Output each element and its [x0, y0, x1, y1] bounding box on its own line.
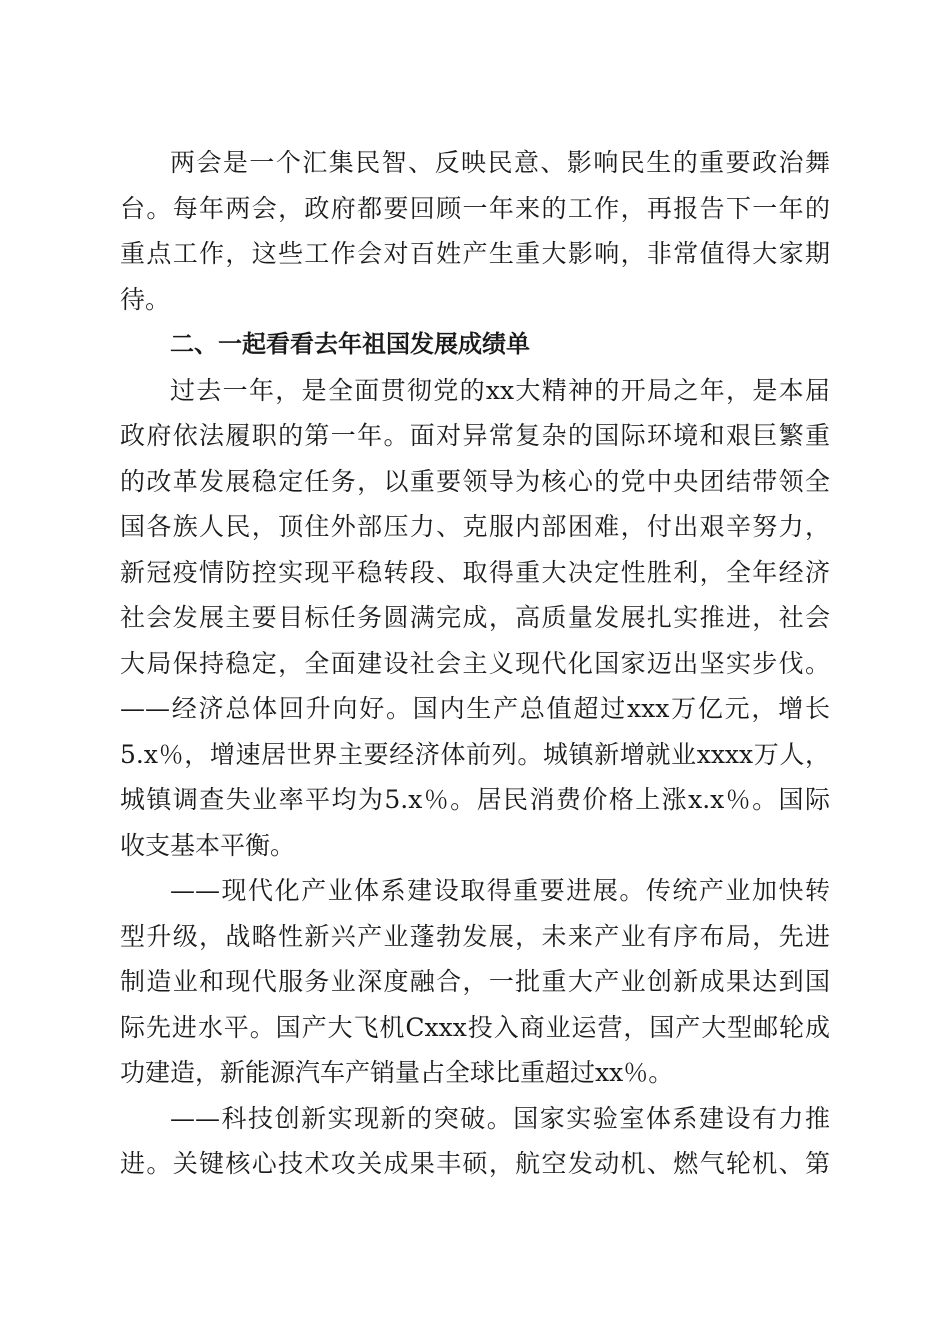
paragraph-3-line-3: 城镇调查失业率平均为5.x％。居民消费价格上涨x.x％。国际 [120, 785, 830, 814]
paragraph-2-line-7: 大局保持稳定，全面建设社会主义现代化国家迈出坚实步伐。 [120, 648, 830, 678]
paragraph-2-line-5: 新冠疫情防控实现平稳转段、取得重大决定性胜利，全年经济 [120, 557, 830, 587]
paragraph-1-line-1: 两会是一个汇集民智、反映民意、影响民生的重要政治舞 [170, 148, 830, 177]
document-page [120, 140, 830, 1187]
paragraph-4-line-2: 型升级，战略性新兴产业蓬勃发展，未来产业有序布局，先进 [120, 921, 830, 951]
paragraph-4-line-4: 际先进水平。国产大飞机Cxxx投入商业运营，国产大型邮轮成 [120, 1012, 830, 1042]
paragraph-2-line-3: 的改革发展稳定任务，以重要领导为核心的党中央团结带领全 [120, 466, 830, 496]
paragraph-2-line-4: 国各族人民，顶住外部压力、克服内部困难，付出艰辛努力， [120, 512, 830, 541]
section-heading: 二、一起看看去年祖国发展成绩单 [170, 330, 530, 358]
paragraph-3-line-2: 5.x％，增速居世界主要经济体前列。城镇新增就业xxxx万人， [120, 739, 830, 769]
paragraph-4-line-3: 制造业和现代服务业深度融合，一批重大产业创新成果达到国 [120, 967, 830, 996]
paragraph-3-line-1: ——经济总体回升向好。国内生产总值超过xxx万亿元，增长 [120, 694, 830, 723]
paragraph-2-line-1: 过去一年，是全面贯彻党的xx大精神的开局之年，是本届 [170, 375, 830, 405]
paragraph-2-line-6: 社会发展主要目标任务圆满完成，高质量发展扎实推进，社会 [120, 603, 830, 632]
paragraph-5-line-1: ——科技创新实现新的突破。国家实验室体系建设有力推 [170, 1103, 830, 1133]
paragraph-4-line-1: ——现代化产业体系建设取得重要进展。传统产业加快转 [170, 876, 830, 905]
paragraph-1-line-4: 待。 [120, 284, 171, 314]
paragraph-5-line-2: 进。关键核心技术攻关成果丰硕，航空发动机、燃气轮机、第 [120, 1149, 830, 1178]
paragraph-2-line-2: 政府依法履职的第一年。面对异常复杂的国际环境和艰巨繁重 [120, 421, 830, 450]
paragraph-3-line-4: 收支基本平衡。 [120, 830, 296, 860]
paragraph-1-line-3: 重点工作，这些工作会对百姓产生重大影响，非常值得大家期 [120, 239, 830, 268]
paragraph-4-line-5: 功建造，新能源汽车产销量占全球比重超过xx％。 [120, 1058, 674, 1087]
paragraph-1-line-2: 台。每年两会，政府都要回顾一年来的工作，再报告下一年的 [120, 193, 830, 223]
